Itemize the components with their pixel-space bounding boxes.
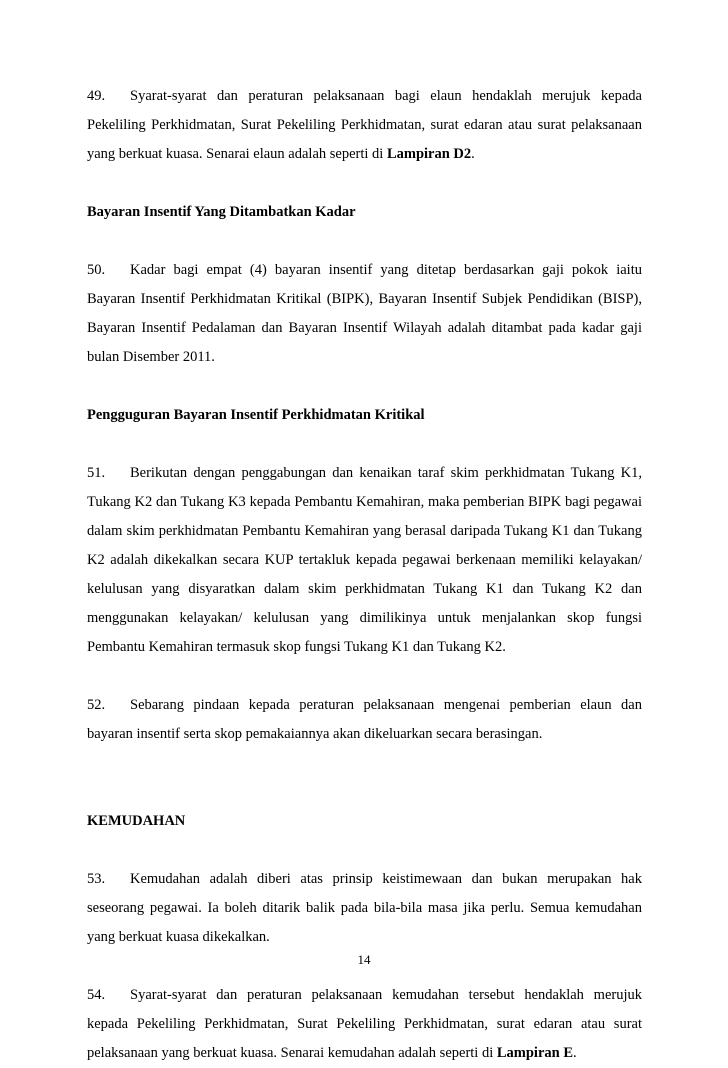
section-heading-bipk-removal: Pengguguran Bayaran Insentif Perkhidmatan Kritikal bbox=[87, 407, 425, 423]
section-heading-kemudahan: KEMUDAHAN bbox=[87, 813, 186, 829]
paragraph-text: Syarat-syarat dan peraturan pelaksanaan bagi elaun hendaklah merujuk kepada Pekeliling Perkhidmatan, Surat Pekeliling Perkhidmatan, surat edaran atau surat pelaksanaan yang berkuat kuasa. Senarai elaun adalah seperti di bbox=[87, 88, 642, 162]
appendix-reference: Lampiran E bbox=[496, 1045, 573, 1061]
paragraph-text: Kadar bagi empat (4) bayaran insentif yang ditetap berdasarkan gaji pokok iaitu Bayaran Insentif Perkhidmatan Kritikal (BIPK), Bayaran Insentif Subjek Pendidikan (BISP), Bayaran Insentif Pedalaman dan Bayaran Insentif Wilayah adalah ditambat pada kadar gaji bulan Disember 2011. bbox=[87, 262, 642, 365]
paragraph-number: 49. bbox=[87, 88, 106, 104]
paragraph-text: Syarat-syarat dan peraturan pelaksanaan kemudahan tersebut hendaklah merujuk kepada Pekeliling Perkhidmatan, Surat Pekeliling Perkhidmatan, surat edaran atau surat pelaksanaan yang berkuat kuasa. Senarai kemudahan adalah seperti di bbox=[87, 987, 642, 1061]
paragraph-text-end: . bbox=[471, 146, 475, 162]
paragraph-number: 51. bbox=[87, 465, 106, 481]
paragraph-text: Berikutan dengan penggabungan dan kenaikan taraf skim perkhidmatan Tukang K1, Tukang K2 dan Tukang K3 kepada Pembantu Kemahiran, maka pemberian BIPK bagi pegawai dalam skim perkhidmatan Pembantu Kemahiran yang berasal daripada Tukang K1 dan Tukang K2 adalah dikekalkan secara KUP tertakluk kepada pegawai berkenaan memiliki kelayakan/ kelulusan yang disyaratkan dalam skim perkhidmatan Tukang K1 dan Tukang K2 dan menggunakan kelayakan/ kelulusan yang dimilikinya untuk menjalankan skop fungsi Pembantu Kemahiran termasuk skop fungsi Tukang K1 dan Tukang K2. bbox=[87, 465, 642, 655]
paragraph-text: Kemudahan adalah diberi atas prinsip keistimewaan dan bukan merupakan hak seseorang pegawai. Ia boleh ditarik balik pada bila-bila masa jika perlu. Semua kemudahan yang berkuat kuasa dikekalkan. bbox=[87, 871, 642, 945]
page-number: 14 bbox=[357, 952, 371, 967]
paragraph-52 bbox=[87, 691, 642, 749]
paragraph-number: 53. bbox=[87, 871, 106, 887]
document-body bbox=[87, 82, 642, 1068]
paragraph-text-end: . bbox=[573, 1045, 577, 1061]
paragraph-number: 54. bbox=[87, 987, 106, 1003]
paragraph-49 bbox=[87, 82, 642, 169]
paragraph-text: Sebarang pindaan kepada peraturan pelaksanaan mengenai pemberian elaun dan bayaran insentif serta skop pemakaiannya akan dikeluarkan secara berasingan. bbox=[87, 697, 642, 742]
paragraph-53 bbox=[87, 865, 642, 952]
paragraph-51 bbox=[87, 459, 642, 662]
paragraph-50 bbox=[87, 256, 642, 372]
paragraph-number: 52. bbox=[87, 697, 106, 713]
paragraph-54 bbox=[87, 981, 642, 1068]
section-heading-incentive-rates: Bayaran Insentif Yang Ditambatkan Kadar bbox=[87, 204, 356, 220]
appendix-reference: Lampiran D2 bbox=[386, 146, 472, 162]
paragraph-number: 50. bbox=[87, 262, 106, 278]
